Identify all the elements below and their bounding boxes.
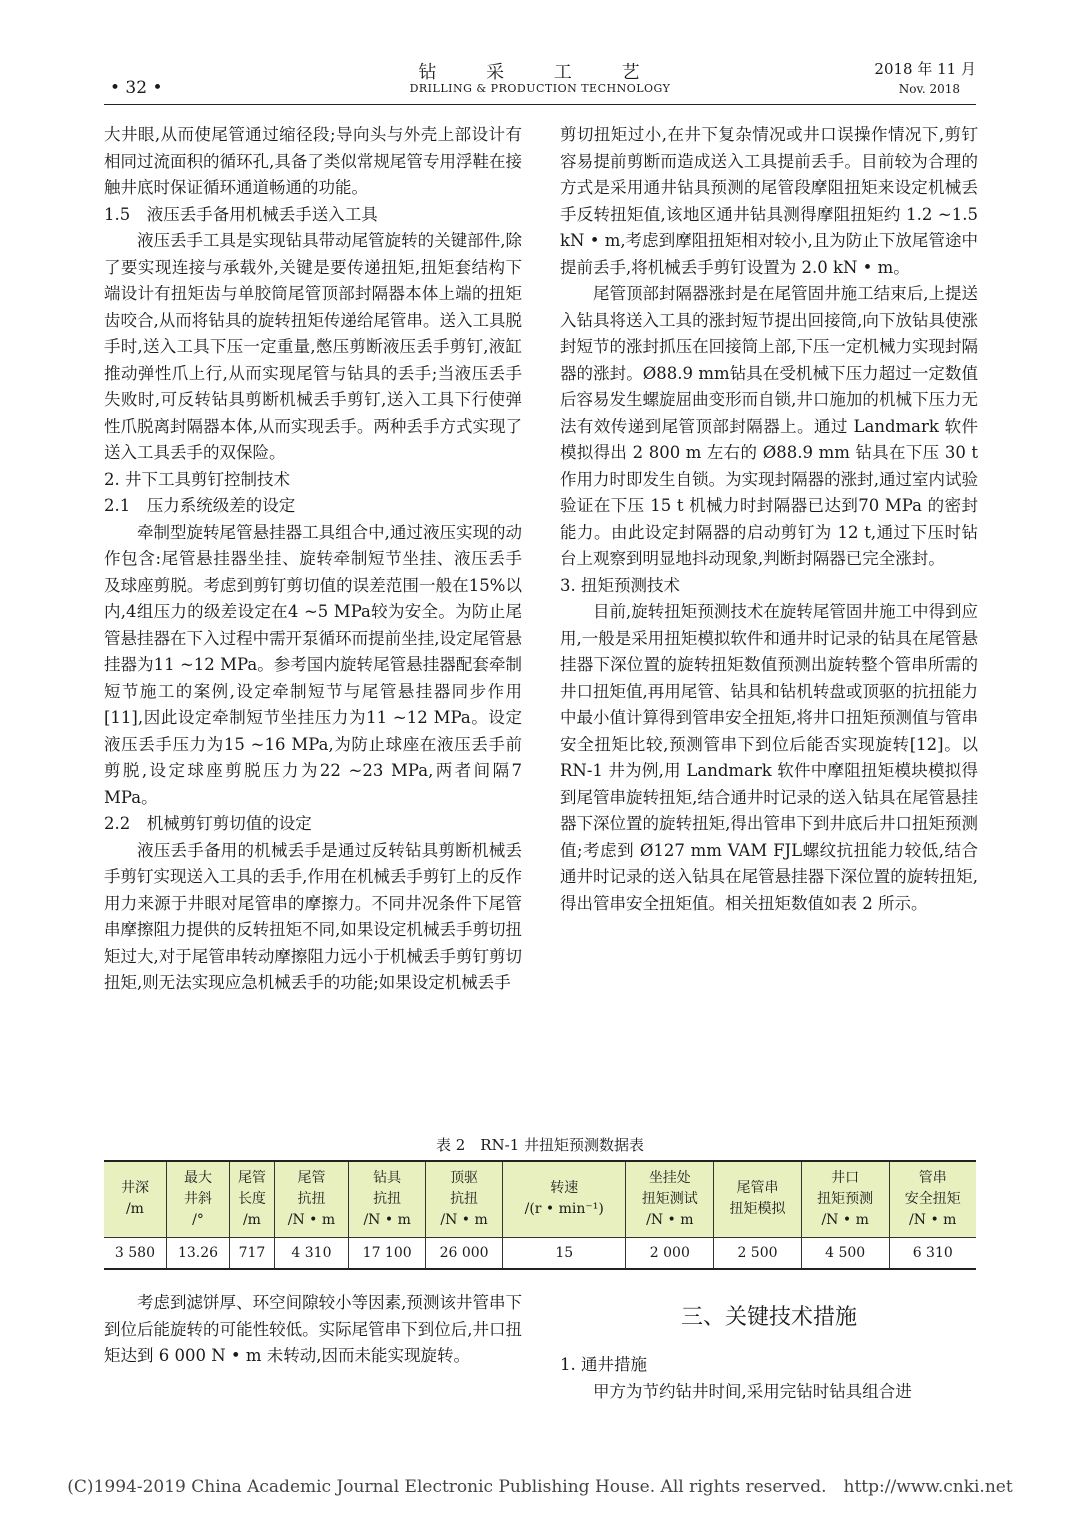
section-heading: 3. 扭矩预测技术 <box>560 575 680 595</box>
table-header-row <box>104 1161 976 1237</box>
table-cell: 26 000 <box>426 1237 503 1269</box>
section-title: 三、关键技术措施 <box>680 1305 857 1330</box>
bottom-right-text <box>560 1352 978 1405</box>
section-heading: 2. 井下工具剪钉控制技术 <box>104 469 290 489</box>
column-header <box>349 1161 426 1237</box>
column-header <box>714 1161 802 1237</box>
table-cell: 4 500 <box>801 1237 889 1269</box>
page-number: • 32 • <box>110 78 163 98</box>
paragraph: 考虑到滤饼厚、环空间隙较小等因素,预测该井管串下到位后能旋转的可能性较低。实际尾管串下到位后,井口扭矩达到 6 000 N • m 未转动,因而未能实现旋转。 <box>104 1293 522 1365</box>
journal-subtitle: DRILLING & PRODUCTION TECHNOLOGY <box>409 82 671 95</box>
header-line: /m <box>125 1201 144 1218</box>
paragraph: 液压丢手工具是实现钻具带动尾管旋转的关键部件,除了要实现连接与承载外,关键是要传递扭矩,扭矩套结构下端设计有扭矩齿与单胶筒尾管顶部封隔器本体上端的扭矩齿咬合,从而将钻具的旋转扭矩传递给尾管串。送入工具脱手时,送入工具下压一定重量,憋压剪断液压丢手剪钉,液缸推动弹性爪上行,从而实现尾管与钻具的丢手;当液压丢手失败时,可反转钻具剪断机械丢手剪钉,送入工具下行使弹性爪脱离封隔器本体,从而实现丢手。两种丢手方式实现了送入工具丢手的双保险。 <box>104 231 522 462</box>
column-header <box>503 1161 626 1237</box>
header-line: /m <box>242 1211 261 1228</box>
header-line: 扭矩模拟 <box>729 1201 786 1218</box>
header-line: 尾管 <box>237 1169 266 1186</box>
header-line: 坐挂处 <box>648 1169 691 1186</box>
header-line: 管串 <box>918 1169 947 1186</box>
header-line: 井斜 <box>184 1190 213 1207</box>
header-line: /° <box>192 1211 204 1228</box>
header-line: 钻具 <box>373 1169 402 1186</box>
header-line: /N • m <box>821 1211 869 1228</box>
header-line: 最大 <box>184 1169 213 1186</box>
header-line: 尾管串 <box>736 1180 779 1197</box>
table-cell: 4 310 <box>274 1237 348 1269</box>
issue-date-en: Nov. 2018 <box>898 82 960 96</box>
paragraph: 液压丢手备用的机械丢手是通过反转钻具剪断机械丢手剪钉实现送入工具的丢手,作用在机械丢手剪钉上的反作用力来源于井眼对尾管串的摩擦力。不同井况条件下尾管串摩擦阻力提供的反转扭矩不同,如果设定机械丢手剪切扭矩过大,对于尾管串转动摩擦阻力远小于机械丢手剪钉剪切扭矩,则无法实现应急机械丢手的功能;如果设定机械丢手 <box>104 840 522 992</box>
table-cell: 17 100 <box>349 1237 426 1269</box>
paragraph: 目前,旋转扭矩预测技术在旋转尾管固井施工中得到应用,一般是采用扭矩模拟软件和通井时记录的钻具在尾管悬挂器下深位置的旋转扭矩数值预测出旋转整个管串所需的井口扭矩值,再用尾管、钻具和钻机转盘或顶驱的抗扭能力中最小值计算得到管串安全扭矩,将井口扭矩预测值与管串安全扭矩比较,预测管串下到位后能否实现旋转[12]。以 RN-1 井为例,用 Landmark 软件中摩阻扭矩模块模拟得到尾管串旋转扭矩,结合通井时记录的送入钻具在尾管悬挂器下深位置的旋转扭矩,得出管串下到井底后井口扭矩预测值;考虑到 Ø127 mm VAM FJL螺纹抗扭能力较低,结合通井时记录的送入钻具在尾管悬挂器下深位置的旋转扭矩,得出管串安全扭矩值。相关扭矩数值如表 2 所示。 <box>560 602 978 913</box>
section-heading: 1.5 液压丢手备用机械丢手送入工具 <box>104 204 378 224</box>
column-header <box>274 1161 348 1237</box>
header-line: 顶驱 <box>450 1169 479 1186</box>
header-line: 扭矩预测 <box>817 1190 874 1207</box>
issue-date-cn: 2018 年 11 月 <box>874 60 976 78</box>
header-line: /N • m <box>363 1211 411 1228</box>
column-header <box>230 1161 275 1237</box>
table-cell: 15 <box>503 1237 626 1269</box>
column-header <box>426 1161 503 1237</box>
header-line: /N • m <box>646 1211 694 1228</box>
table-cell: 2 000 <box>626 1237 714 1269</box>
table-cell: 3 580 <box>104 1237 166 1269</box>
section-heading: 2.2 机械剪钉剪切值的设定 <box>104 814 312 833</box>
header-line: /N • m <box>440 1211 488 1228</box>
left-column <box>104 122 522 997</box>
table-row <box>104 1237 976 1269</box>
header-line: 井口 <box>831 1169 860 1186</box>
column-header <box>626 1161 714 1237</box>
section-heading: 1. 通井措施 <box>560 1355 647 1374</box>
bottom-left-text <box>104 1290 522 1370</box>
header-line: 抗扭 <box>373 1190 402 1207</box>
header-line: /N • m <box>287 1211 336 1228</box>
table-caption: 表 2 RN-1 井扭矩预测数据表 <box>435 1136 645 1154</box>
column-header <box>104 1161 166 1237</box>
journal-title: 钻 采 工 艺 <box>418 62 662 83</box>
column-header <box>801 1161 889 1237</box>
paragraph: 甲方为节约钻井时间,采用完钻时钻具组合进 <box>593 1381 912 1401</box>
table-cell: 2 500 <box>714 1237 802 1269</box>
header-line: /N • m <box>909 1211 957 1228</box>
paragraph: 牵制型旋转尾管悬挂器工具组合中,通过液压实现的动作包含:尾管悬挂器坐挂、旋转牵制短节坐挂、液压丢手及球座剪脱。考虑到剪钉剪切值的误差范围一般在15%以内,4组压力的级差设定在4 ~5 MPa较为安全。为防止尾管悬挂器在下入过程中需开泵循环而提前坐挂,设定尾管悬挂器为11 ~12 MPa。参考国内旋转尾管悬挂器配套牵制短节施工的案例,设定牵制短节与尾管悬挂器同步作用[11],因此设定牵制短节坐挂压力为11 ~12 MPa。设定液压丢手压力为15 ~16 MPa,为防止球座在液压丢手前剪脱,设定球座剪脱压力为22 ~23 MPa,两者间隔7 MPa。 <box>104 522 522 807</box>
copyright-footer: (C)1994-2019 China Academic Journal Electronic Publishing House. All rights reserved. http://www.cnki.net <box>67 1477 1013 1497</box>
header-rule <box>104 104 976 105</box>
paragraph: 尾管顶部封隔器涨封是在尾管固井施工结束后,上提送入钻具将送入工具的涨封短节提出回接筒,向下放钻具使涨封短节的涨封抓压在回接筒上部,下压一定机械力实现封隔器的涨封。Ø88.9 mm钻具在受机械下压力超过一定数值后容易发生螺旋屈曲变形而自锁,井口施加的机械下压力无法有效传递到尾管顶部封隔器上。通过 Landmark 软件模拟得出 2 800 m 左右的 Ø88.9 mm 钻具在下压 30 t作用力时即发生自锁。为实现封隔器的涨封,通过室内试验验证在下压 15 t 机械力时封隔器已达到70 MPa 的密封能力。由此设定封隔器的启动剪钉为 12 t,通过下压时钻台上观察到明显地抖动现象,判断封隔器已完全涨封。 <box>560 284 978 568</box>
header-line: 抗扭 <box>450 1190 479 1207</box>
section-heading: 2.1 压力系统级差的设定 <box>104 496 296 515</box>
header-line: 扭矩测试 <box>641 1190 698 1207</box>
table-cell: 6 310 <box>889 1237 976 1269</box>
paragraph: 大井眼,从而使尾管通过缩径段;导向头与外壳上部设计有相同过流面积的循环孔,具备了类似常规尾管专用浮鞋在接触井底时保证循环通道畅通的功能。 <box>104 125 522 197</box>
right-column <box>560 122 978 917</box>
header-line: 抗扭 <box>297 1190 326 1207</box>
header-line: /(r • min⁻¹) <box>524 1201 604 1218</box>
paragraph: 剪切扭矩过小,在井下复杂情况或井口误操作情况下,剪钉容易提前剪断而造成送入工具提前丢手。目前较为合理的方式是采用通井钻具预测的尾管段摩阻扭矩来设定机械丢手反转扭矩值,该地区通井钻具测得摩阻扭矩约 1.2 ~1.5 kN • m,考虑到摩阻扭矩相对较小,且为防止下放尾管途中提前丢手,将机械丢手剪钉设置为 2.0 kN • m。 <box>560 125 978 277</box>
header-line: 井深 <box>120 1180 149 1197</box>
header-line: 安全扭矩 <box>904 1190 961 1207</box>
header-line: 长度 <box>237 1190 266 1207</box>
table-cell: 717 <box>230 1237 275 1269</box>
torque-data-table <box>104 1160 976 1270</box>
header-line: 转速 <box>550 1180 579 1197</box>
table-cell: 13.26 <box>166 1237 229 1269</box>
column-header <box>889 1161 976 1237</box>
header-line: 尾管 <box>297 1169 326 1186</box>
column-header <box>166 1161 229 1237</box>
